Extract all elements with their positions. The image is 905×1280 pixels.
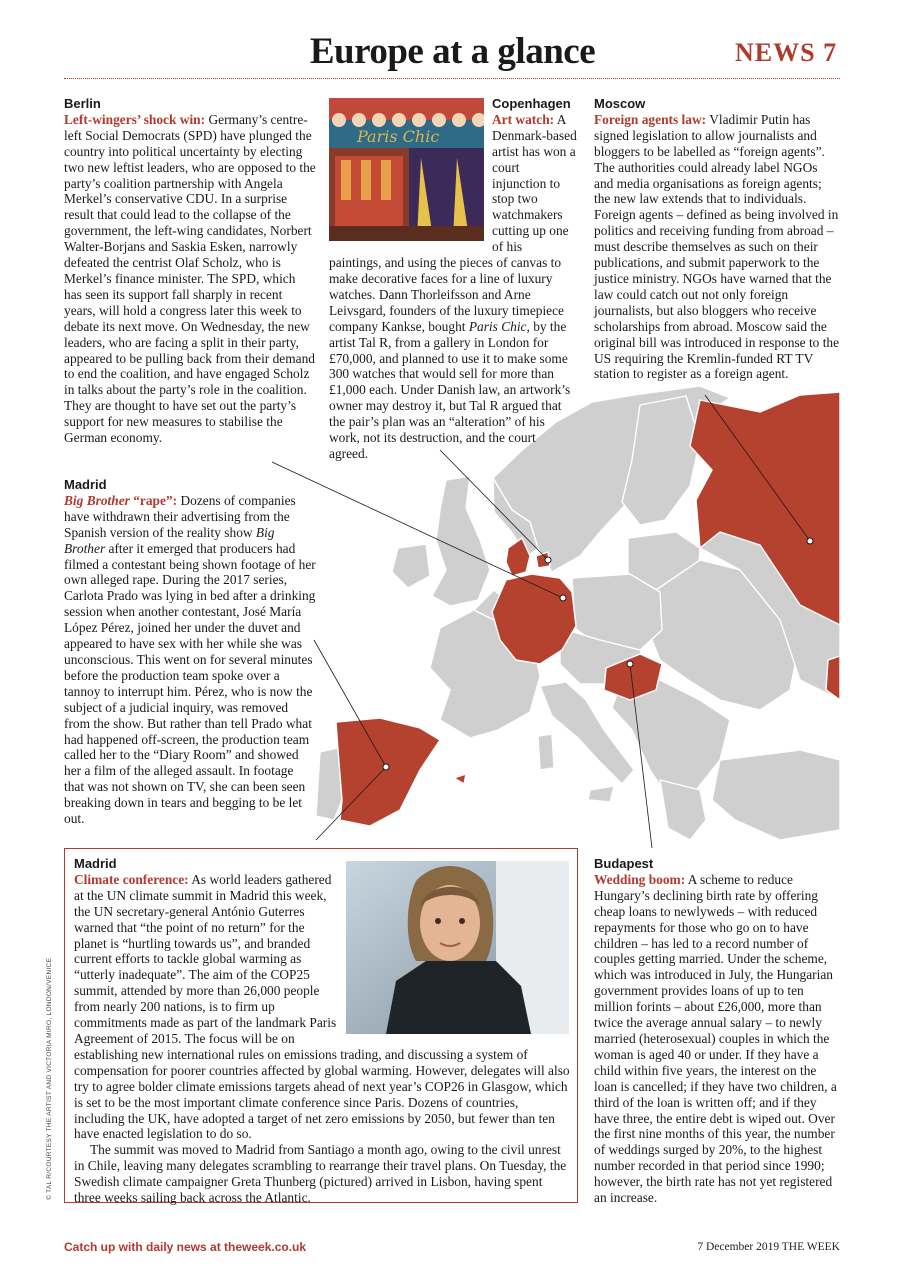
story-body-part2: The summit was moved to Madrid from Santiago a month ago, owing to the civil unrest in Chile, leaving many delegates scrambling to rearrange their travel plans. On Tuesday, the Swedish climate campaigner Greta Thunberg (pictured) arrived in Lisbon, having spent three weeks sailing back across the Atlantic. (74, 1142, 567, 1206)
photo-credit (46, 957, 58, 1200)
photo-spacer (338, 856, 570, 1032)
story-body-part1: Dozens of companies have withdrawn their advertising from the Spanish version of the reality show (64, 492, 296, 540)
city-label: Copenhagen (492, 96, 571, 111)
story-body: Germany’s centre-left Social Democrats (SPD) have plunged the country into political uncertainty by electing two new leftist leaders, who are opposed to the party’s coalition partnership with Angela Merkel’s conservative CDU. In a surprise result that could lead to the collapse of the government, the left-wing candidates, Norbert Walter-Borjans and Saskia Esken, narrowly defeated the centrist Olaf Scholz, who is Merkel’s finance minister. The SPD, which has seen its support fall sharply in recent years, will hold a congress later this week to debate its next move. On Wednesday, the new leaders, who are facing a split in their party, appeared to be pulling back from their demand to end the coalition, and have engaged Scholz in talks about the party’s role in the coalition. They are thought to have set out the party’s support for new measures to stabilise the German economy. (64, 111, 316, 446)
headline-rest: “rape”: (129, 492, 178, 508)
header-rule (64, 78, 840, 79)
city-label: Budapest (594, 856, 654, 871)
story-body-part1: A Denmark-based artist has won a court injunction to stop two watchmakers cutting up one of his paintings, and using the pieces of canvas to make decorative faces for a line of luxury watches. Dann Thorleifsson and Arne Leivsgard, founders of the luxury timepiece company Kankse, bought (329, 111, 577, 334)
marker-budapest (627, 661, 633, 667)
map-balearics (454, 774, 466, 784)
marker-madrid (383, 764, 389, 770)
marker-berlin (560, 595, 566, 601)
map-greece (660, 780, 706, 840)
story-headline: Left-wingers’ shock win: (64, 111, 206, 127)
map-sardinia (538, 734, 554, 770)
section-label: NEWS 7 (735, 38, 838, 67)
story-headline: Foreign agents law: (594, 111, 707, 127)
map-spain (336, 718, 440, 826)
painting-spacer (329, 96, 492, 246)
show-title: Big Brother (64, 524, 275, 556)
footer-issue-date: 7 December 2019 THE WEEK (697, 1241, 840, 1253)
city-label: Madrid (74, 856, 117, 871)
marker-moscow (807, 538, 813, 544)
story-budapest (594, 856, 840, 1206)
story-headline: Wedding boom: (594, 871, 686, 887)
story-madrid-climate-box (64, 848, 578, 1206)
headline-show-title: Big Brother (64, 492, 130, 508)
page-title: Europe at a glance (309, 31, 596, 72)
map-turkey (712, 750, 840, 840)
painting-sign: Paris Chic (357, 127, 440, 146)
story-moscow (594, 96, 840, 382)
map-ireland (392, 544, 430, 588)
story-copenhagen (329, 96, 577, 462)
city-label: Berlin (64, 96, 101, 111)
marker-copenhagen (545, 557, 551, 563)
painting-title: Paris Chic (468, 318, 527, 334)
story-body: Vladimir Putin has signed legislation to allow journalists and bloggers to be labelled as “foreign agents”. The authorities could already label NGOs and media organisations as foreign agents; the new law extends that to individuals. Foreign agents – defined as being involved in politics and receiving funding from abroad – must describe themselves as such on their publications, and submit paperwork to the justice ministry. NGOs have warned that the law could catch out not only foreign journalists, but also bloggers who receive scholarships from abroad. Moscow said the original bill was introduced in response to the US requiring the Kremlin-funded RT TV station to register as a foreign agent. (594, 111, 840, 382)
story-headline: Climate conference: (74, 871, 189, 887)
story-headline (64, 493, 177, 508)
footer-promo-link[interactable]: Catch up with daily news at theweek.co.uk (64, 1240, 307, 1254)
map-sicily (588, 786, 614, 802)
story-body-part2: after it emerged that producers had filmed a contestant being shown footage of her own alleged rape. During the 2017 series, Carlota Prado was lying in bed after a drinking session when another contestant, José María López Pérez, joined her under the duvet and appeared to have sex with her while she was unconscious. This went on for several minutes before the production team spoke over a tannoy to interrupt him. Pérez, who is now the subject of a judicial inquiry, was removed from the show. But rather than tell Prado what had happened off-screen, the production team called her to the “Diary Room” and showed her a film of the alleged assault. In footage that was not shown on TV, she can been seen breaking down in tears and begging to be let out. (64, 540, 316, 827)
photo-credit-text: © TAL R/COURTESY THE ARTIST AND VICTORIA MIRO, LONDON/VENICE (46, 957, 53, 1200)
city-label: Moscow (594, 96, 646, 111)
story-body-part1: As world leaders gathered at the UN climate summit in Madrid this week, the UN secretary-general António Guterres warned that “the point of no return” for the planet is “hurtling towards us”, and branded current efforts to tackle global warming as “utterly inadequate”. The aim of the COP25 summit, attended by more than 26,000 people from nearly 200 nations, is to firm up commitments made as part of the landmark Paris Agreement of 2015. The focus will be on establishing new international rules on emissions trading, and discussing a system of compensation for poorer countries affected by global warming. However, delegates will also try to agree bolder climate emissions targets ahead of next year’s COP26 in Glasgow, which is set to be the most important climate conference since Paris. Dozens of countries, including the UK, have adopted a target of net zero emissions by 2050, but fewer than ten have enacted legislation to do so. (74, 871, 570, 1142)
story-body-part2: , by the artist Tal R, from a gallery in London for £70,000, and planned to use it to make some 300 watches that would sell for more than £1,000 each. Under Danish law, an artwork’s owner may destroy it, but Tal R argued that the pair’s plan was an “alteration” of his work, not its destruction, and the court agreed. (329, 318, 571, 461)
city-label: Madrid (64, 477, 107, 492)
story-madrid-climate (74, 856, 570, 1206)
story-madrid-big-brother (64, 477, 316, 827)
story-berlin (64, 96, 316, 446)
story-headline: Art watch: (492, 111, 555, 127)
story-body: A scheme to reduce Hungary’s declining birth rate by offering cheap loans to newlyweds – with reduced repayments for those who go on to have children – has led to a record number of couples getting married. Under the scheme, which was introduced in July, the Hungarian government provides loans of up to ten million forints – about £26,000, more than twice the average annual salary – to newly married (heterosexual) couples in which the woman is aged 40 or under. If they have a child within five years, the interest on the loan is cancelled; if they have two children, a third of the loan is written off; and if they have three, the entire debt is wiped out. Over the first nine months of this year, the number of weddings surged by 20%, to the highest number recorded in that period since 1990; however, the birth rate has not yet registered an increase. (594, 871, 837, 1206)
